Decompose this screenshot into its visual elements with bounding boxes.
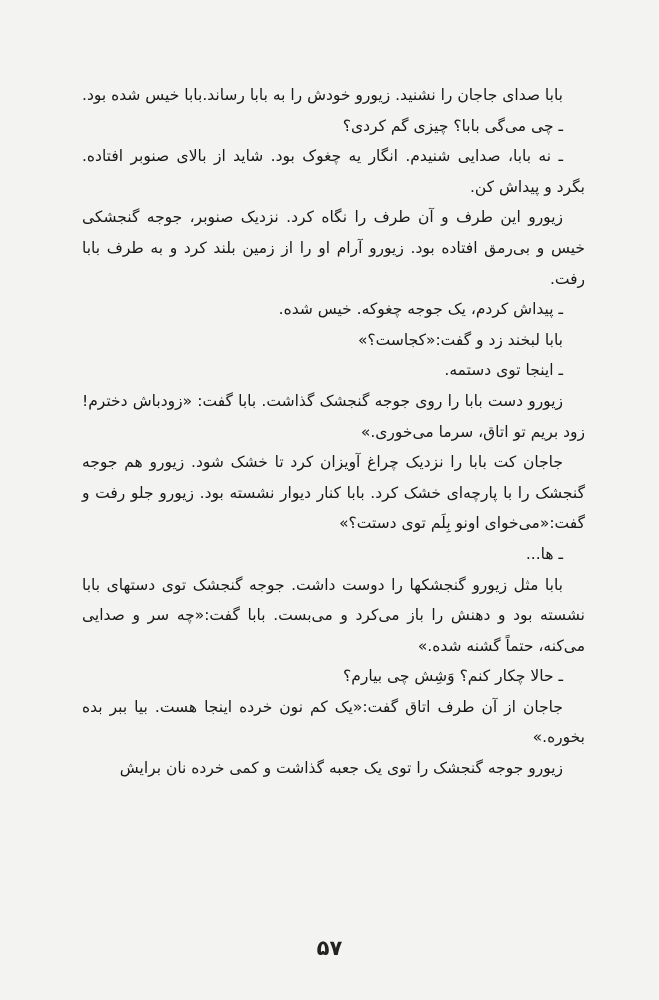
paragraph: زیورو جوجه گنجشک را توی یک جعبه گذاشت و کمی خرده نان برایش [119,759,563,778]
paragraph: زیورو این طرف و آن طرف را نگاه کرد. نزدیک صنوبر، جوجه گنجشکی خیس و بی‌رمق افتاده بود. زیورو آرام او را از زمین بلند کرد و به طرف بابا رفت. [82,208,585,288]
body-text [82,80,585,784]
page-number: ۵۷ [316,936,343,960]
dialogue-line: ـ چی می‌گی بابا؟ چیزی گم کردی؟ [342,116,563,135]
dialogue-line: ـ نه بابا، صدایی شنیدم. انگار یه چغوک بود. شاید از بالای صنوبر افتاده. بگرد و پیداش کن. [82,147,585,196]
paragraph: جاجان کت بابا را نزدیک چراغ آویزان کرد تا خشک شود. زیورو هم جوجه گنجشک را با پارچه‌ای خشک کرد. بابا کنار دیوار نشسته بود. زیورو جلو رفت و گفت:«می‌خوای اونو بِلَم توی دستت؟» [82,453,585,533]
paragraph: بابا لبخند زد و گفت:«کجاست؟» [357,330,563,349]
dialogue-line: ـ حالا چکار کنم؟ وَشِش چی بیارم؟ [343,667,563,686]
dialogue-line: ـ ها... [525,544,563,563]
dialogue-line: ـ اینجا توی دستمه. [444,361,563,380]
paragraph: جاجان از آن طرف اتاق گفت:«یک کم نون خرده اینجا هست. بیا ببر بده بخوره.» [82,697,585,747]
dialogue-line: ـ پیداش کردم، یک جوجه چغوکه. خیس شده. [278,300,563,319]
paragraph: زیورو دست بابا را روی جوجه گنجشک گذاشت. بابا گفت: «زودباش دخترم! زود بریم تو اتاق، سرما می‌خوری.» [82,391,585,441]
paragraph: بابا صدای جاجان را نشنید. زیورو خودش را به بابا رساند.بابا خیس شده بود. [82,86,563,104]
paragraph: بابا مثل زیورو گنجشکها را دوست داشت. جوجه گنجشک توی دستهای بابا نشسته بود و دهنش را باز می‌کرد و می‌بست. بابا گفت:«چه سر و صدایی می‌کنه، حتماً گشنه شده.» [82,575,585,655]
